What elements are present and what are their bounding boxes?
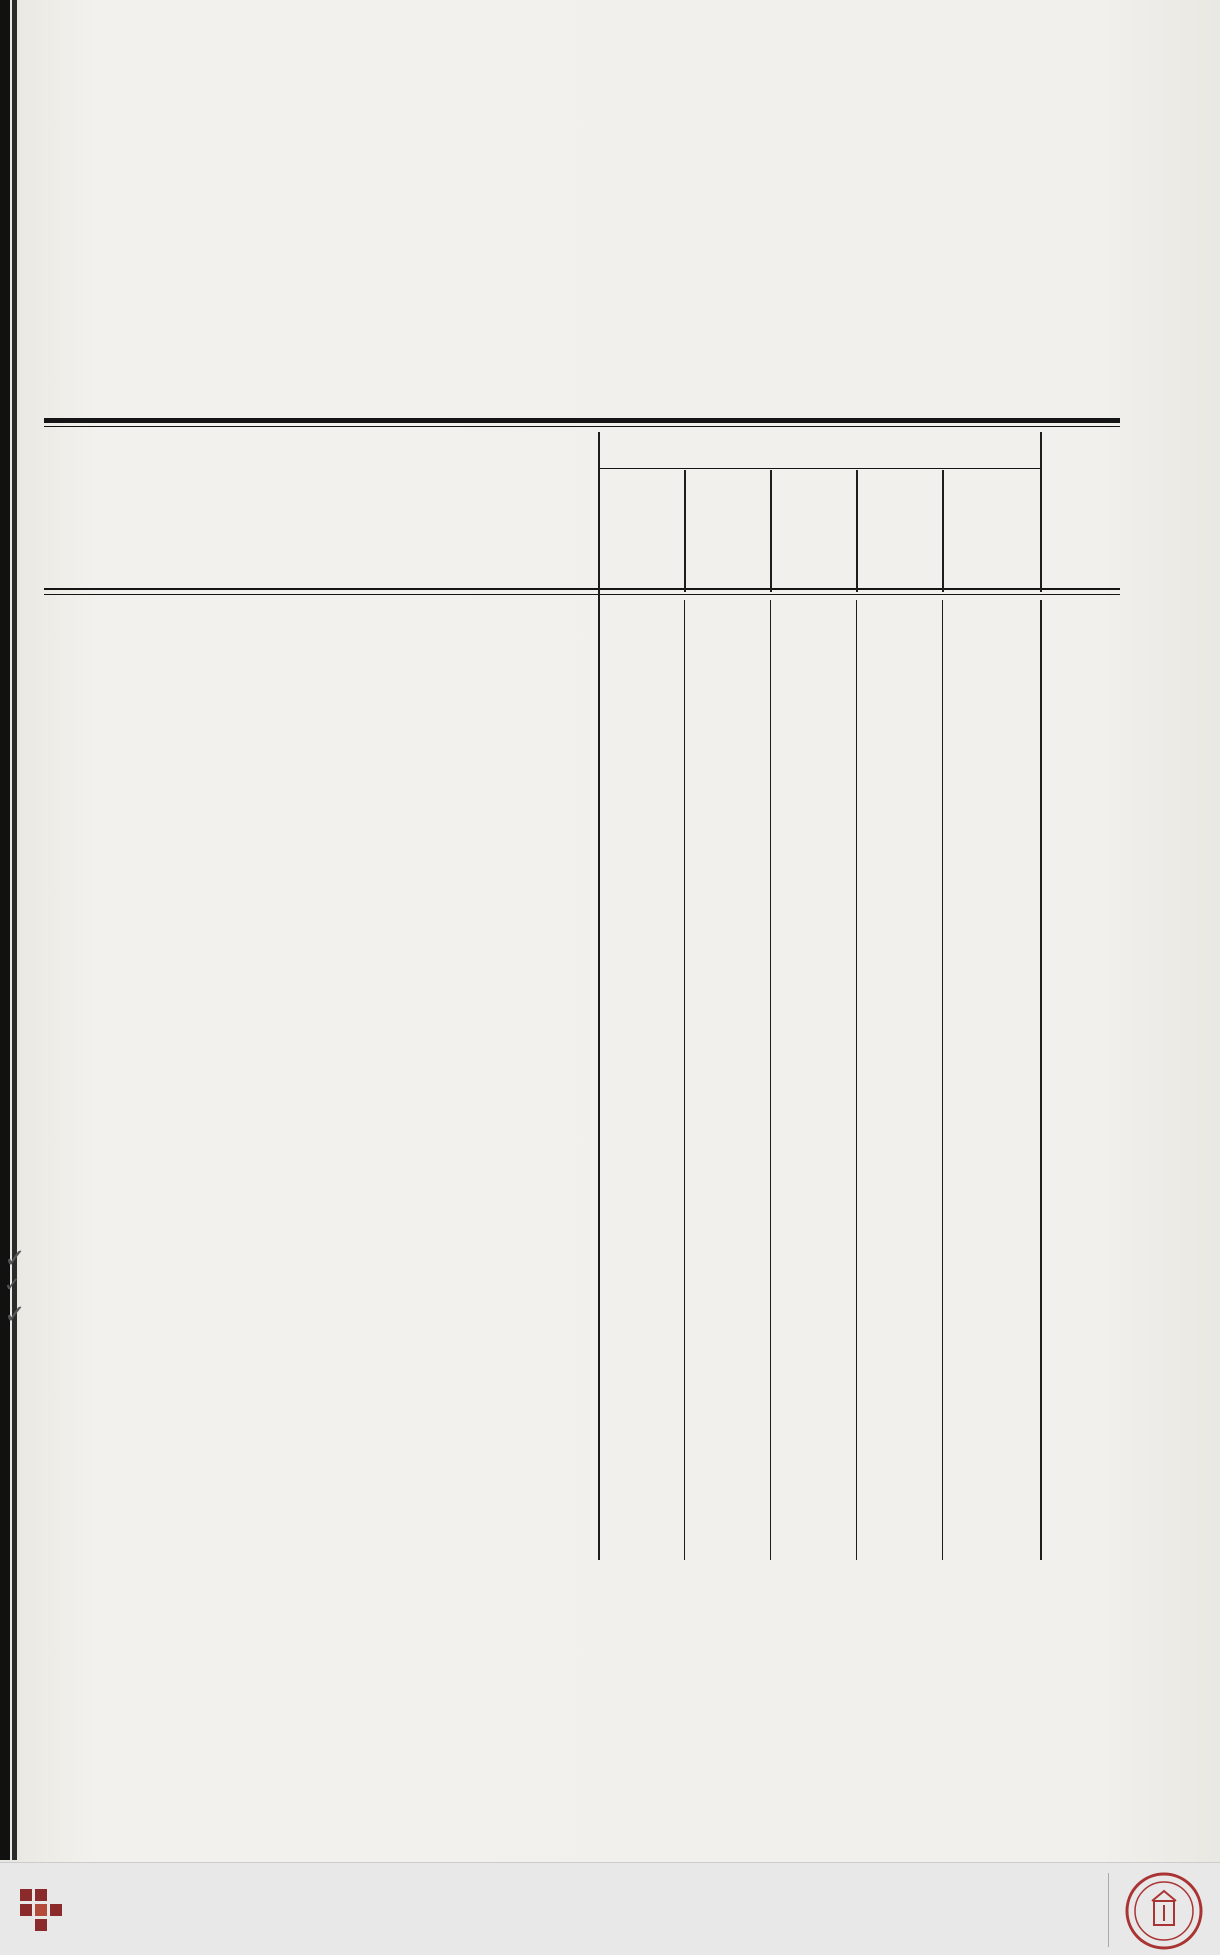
column-line [684, 470, 686, 592]
column-line [684, 600, 685, 1560]
column-line [942, 600, 943, 1560]
university-seal-icon [1124, 1871, 1204, 1951]
footer-divider [1108, 1873, 1109, 1947]
column-line [942, 470, 944, 592]
column-line [770, 600, 771, 1560]
footer-bar [0, 1862, 1220, 1955]
column-line [598, 432, 600, 1560]
column-line [856, 470, 858, 592]
library-logo-icon [18, 1887, 64, 1933]
column-line [1040, 432, 1042, 592]
handwritten-check-mark: ✓ [4, 1244, 26, 1274]
title-rule [44, 418, 1120, 423]
column-line [1040, 600, 1042, 1560]
handwritten-check-mark: ✓ [4, 1272, 21, 1296]
title-rule-thin [44, 426, 1120, 427]
header-rule-thin [44, 594, 1120, 595]
column-line [770, 470, 772, 592]
page-binding-edge [0, 0, 10, 1860]
header-rule [44, 588, 1120, 590]
page-binding-shadow [12, 0, 17, 1860]
fakultaet-rule [600, 468, 1040, 469]
handwritten-check-mark: ✓ [4, 1300, 26, 1330]
column-line [856, 600, 857, 1560]
